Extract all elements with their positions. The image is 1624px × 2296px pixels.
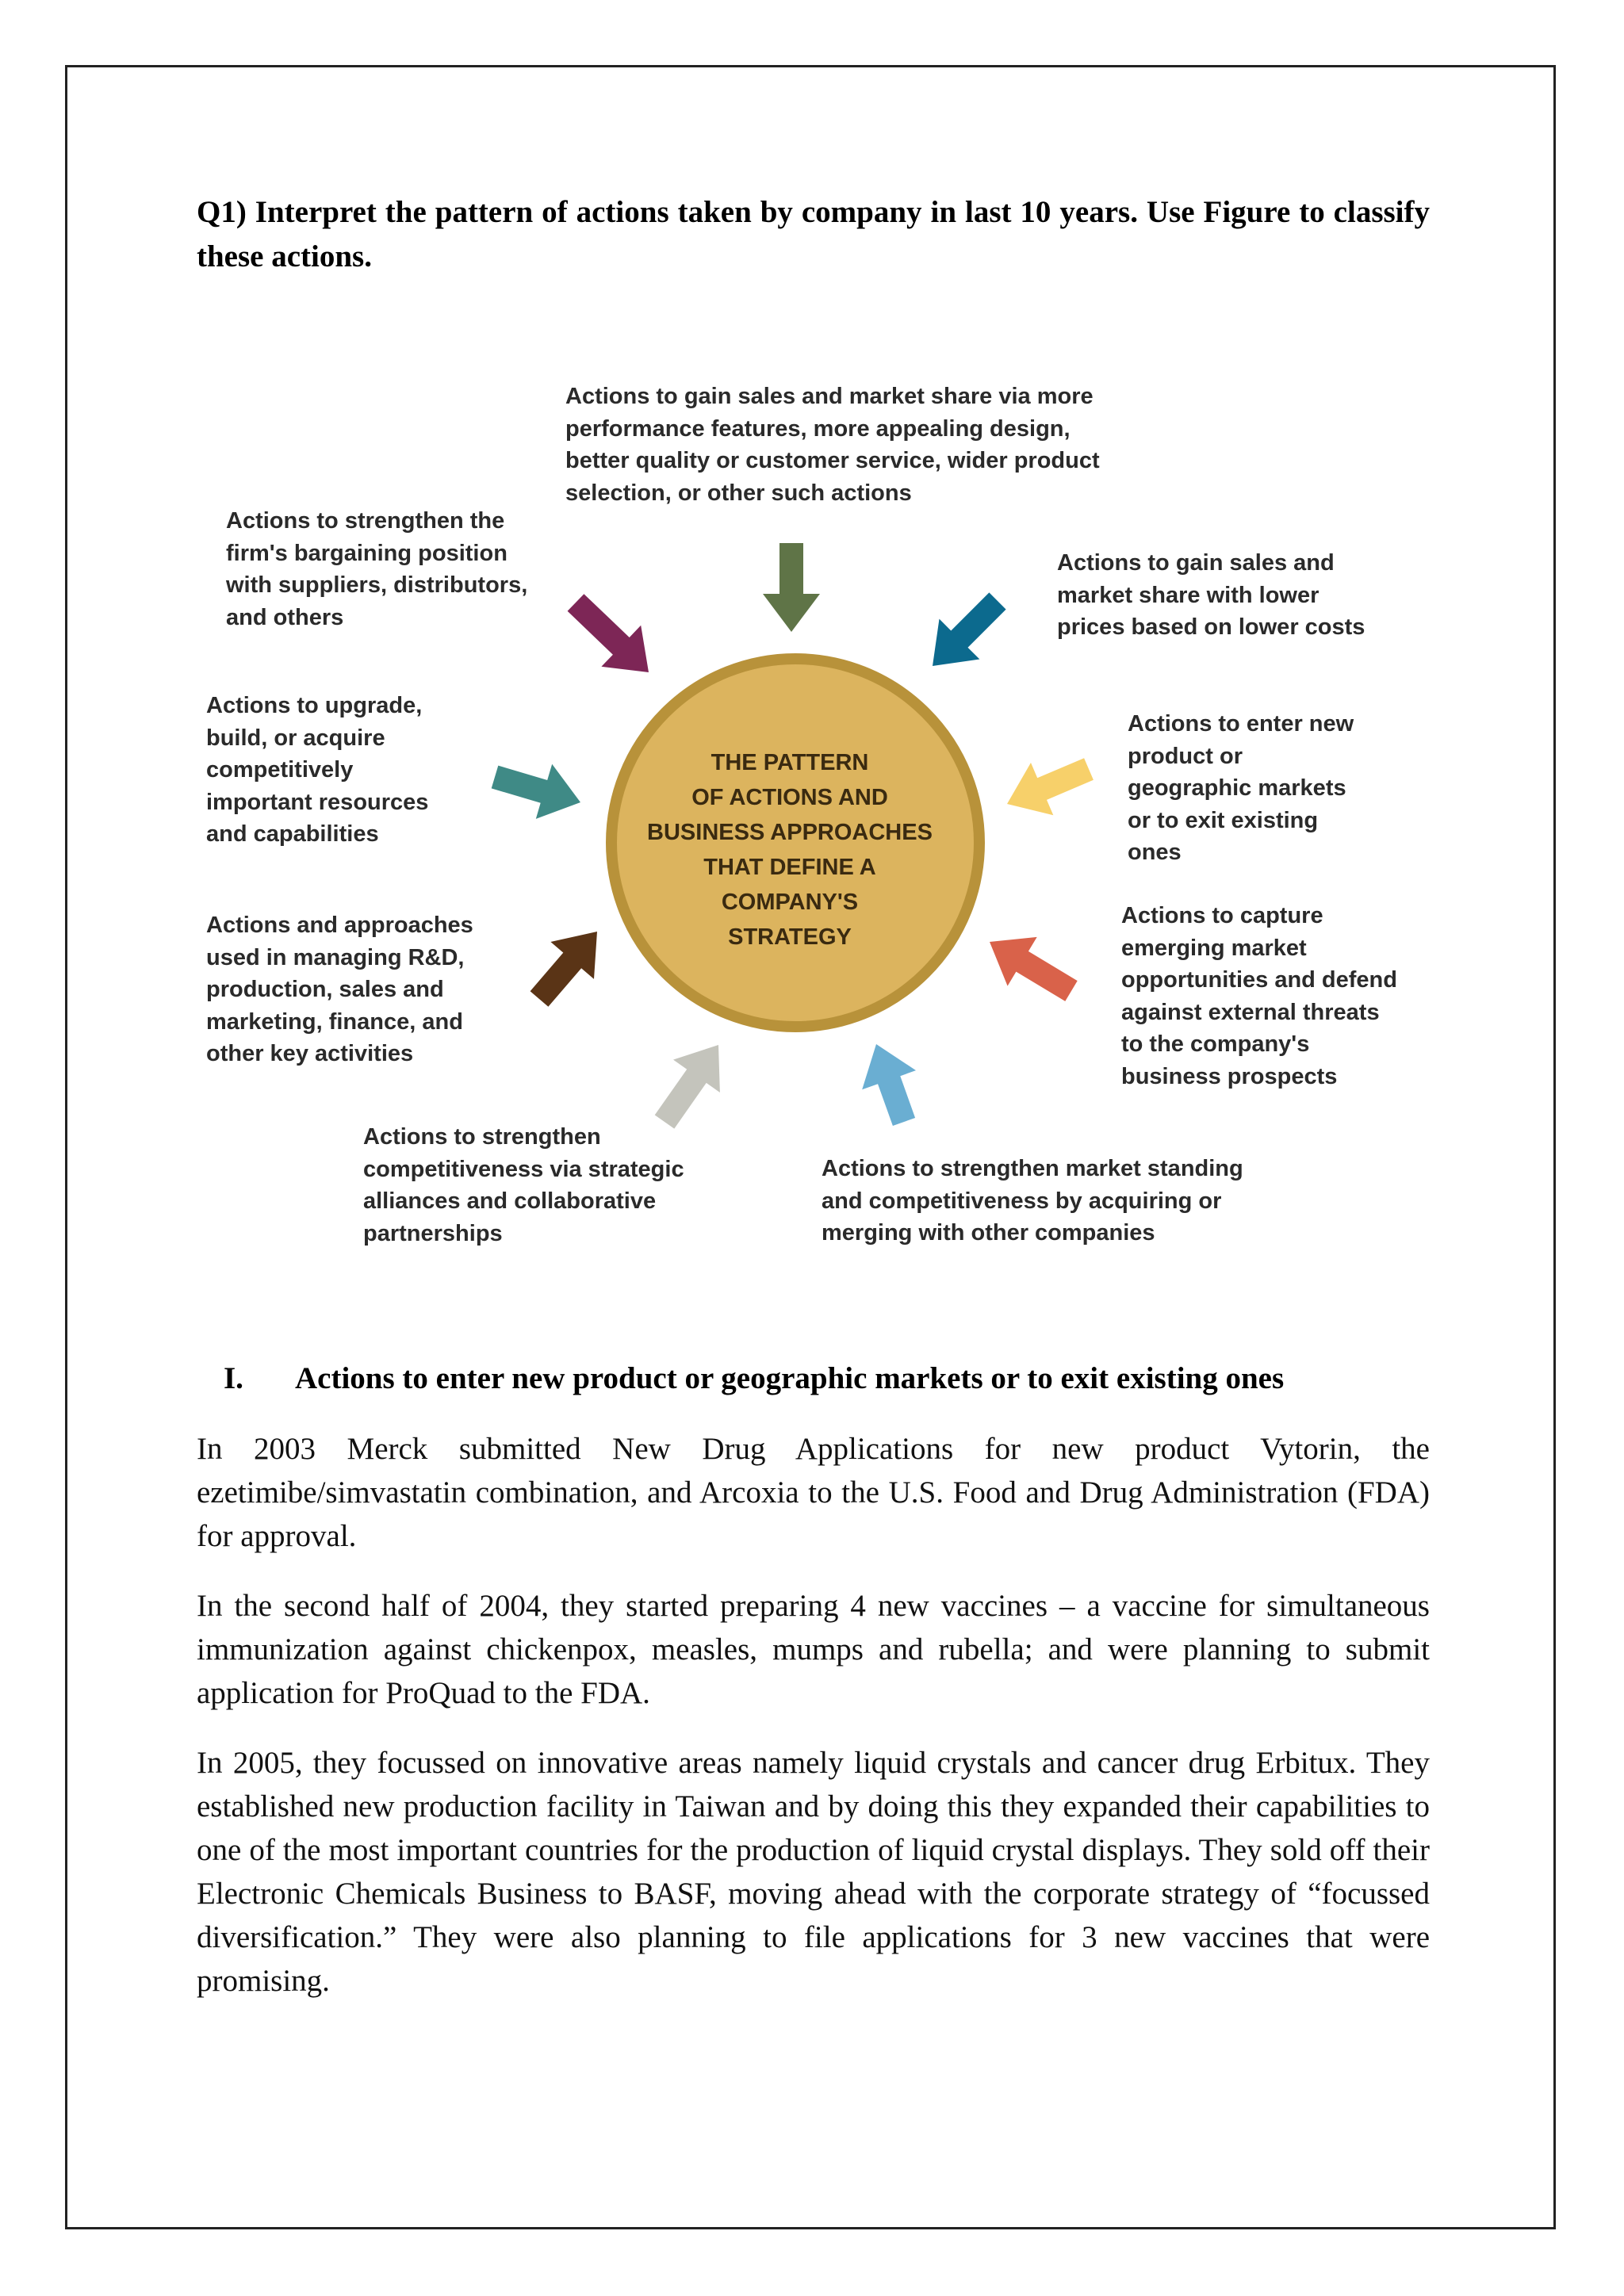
arrow-top-right (933, 592, 1006, 666)
label-bottom: Actions to strengthen competitiveness via strategic alliances and collaborative partnerships (363, 1124, 684, 1246)
strategy-figure (197, 365, 1434, 1308)
section-heading (224, 1358, 1445, 1399)
arrow-top-left (568, 594, 649, 672)
paragraph-2: In the second half of 2004, they started preparing 4 new vaccines – a vaccine for simultaneous immunization against chickenpox, measles, mumps and rubella; and were planning to submit application for ProQuad to the FDA. (197, 1589, 1430, 1710)
circle-label: THE PATTERN OF ACTIONS AND BUSINESS APPROACHES THAT DEFINE A COMPANY'S STRATEGY (647, 750, 933, 950)
label-top: Actions to gain sales and market share via more performance features, more appealing design, better quality or customer service, wider product selection, or other such actions (565, 384, 1100, 506)
paragraph-3: In 2005, they focussed on innovative areas namely liquid crystals and cancer drug Erbitux. They established new production facility in Taiwan and by doing this they expanded their capabilities to one of the most important countries for the production of liquid crystal displays. They sold off their Electronic Chemicals Business to BASF, moving ahead with the corporate strategy of “focussed diversification.” They were also planning to file applications for 3 new vaccines that were promising. (197, 1746, 1430, 1998)
arrow-bottom-right (990, 937, 1078, 1001)
arrow-top (763, 543, 820, 632)
arrow-bottom (655, 1045, 720, 1129)
label-bottom-left: Actions and approaches used in managing R&D, production, sales and marketing, finance, and other key activities (206, 913, 473, 1066)
question-text: Q1) Interpret the pattern of actions taken by company in last 10 years. Use Figure to classify these actions. (197, 195, 1430, 274)
label-right: Actions to enter new product or geographic markets or to exit existing ones (1128, 711, 1354, 865)
label-top-left: Actions to strengthen the firm's bargaining position with suppliers, distributors, and others (226, 508, 528, 630)
section-title: Actions to enter new product or geographic markets or to exit existing ones (295, 1361, 1285, 1395)
arrow-bottom-far-right (862, 1044, 916, 1126)
section-number: I. (224, 1361, 243, 1395)
arrow-bottom-left (530, 932, 597, 1007)
paragraph-1: In 2003 Merck submitted New Drug Applications for new product Vytorin, the ezetimibe/simvastatin combination, and Arcoxia to the U.S. Food and Drug Administration (FDA) for approval. (197, 1432, 1430, 1553)
label-top-right: Actions to gain sales and market share with lower prices based on lower costs (1057, 550, 1365, 640)
label-bottom-right: Actions to capture emerging market opportunities and defend against external threats to the company's business prospects (1121, 903, 1397, 1089)
label-left: Actions to upgrade, build, or acquire competitively important resources and capabilities (206, 693, 429, 847)
arrow-left (492, 764, 580, 819)
arrow-right (1007, 758, 1094, 815)
label-bottom-far-right: Actions to strengthen market standing and competitiveness by acquiring or merging with other companies (822, 1156, 1243, 1246)
